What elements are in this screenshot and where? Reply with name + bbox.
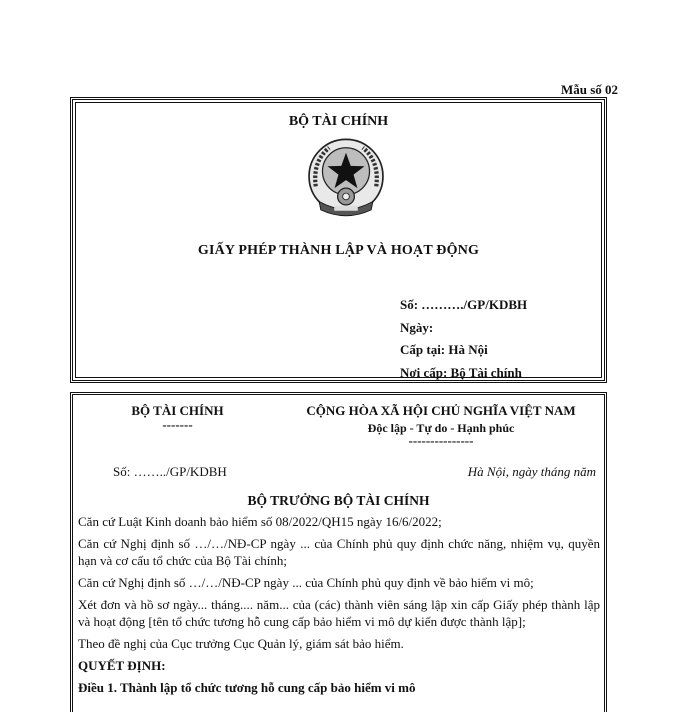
license-meta-block — [400, 294, 527, 384]
ministry-divider: ------- — [162, 417, 193, 432]
decision-box — [70, 392, 607, 712]
license-date: Ngày: — [400, 319, 434, 335]
license-issued-at: Cấp tại: Hà Nội — [400, 342, 488, 357]
national-motto: Độc lập - Tự do - Hạnh phúc — [367, 421, 515, 435]
legal-basis-paragraph: Căn cứ Nghị định số …/…/NĐ-CP ngày ... của Chính phủ quy định về bảo hiểm vi mô; — [78, 575, 534, 590]
decision-body — [78, 513, 600, 701]
form-number: Mẫu số 02 — [560, 82, 618, 97]
legal-basis-paragraph: Căn cứ Luật Kinh doanh bảo hiểm số 08/2022/QH15 ngày 16/6/2022; — [78, 514, 442, 529]
national-title-block — [285, 403, 597, 446]
license-issuer: Nơi cấp: Bộ Tài chính — [400, 364, 522, 380]
decision-number: Số: ……../GP/KDBH — [113, 464, 227, 479]
license-title: GIẤY PHÉP THÀNH LẬP VÀ HOẠT ĐỘNG — [197, 243, 480, 258]
decision-ministry: BỘ TÀI CHÍNH — [131, 403, 224, 418]
decision-ministry-block — [95, 403, 260, 431]
legal-basis-paragraph: Theo đề nghị của Cục trưởng Cục Quản lý, giám sát bảo hiểm. — [78, 636, 404, 651]
legal-basis-paragraph: Xét đơn và hồ sơ ngày... tháng.... năm... của (các) thành viên sáng lập xin cấp Giấy phép thành lập và hoạt động [tên tổ chức tương hỗ cung cấp bảo hiểm vi mô dự kiến được thành lập]; — [78, 597, 600, 629]
national-emblem-icon — [304, 136, 388, 220]
license-cover-box — [70, 97, 607, 383]
minister-heading: BỘ TRƯỞNG BỘ TÀI CHÍNH — [247, 493, 430, 508]
country-name: CỘNG HÒA XÃ HỘI CHỦ NGHĨA VIỆT NAM — [306, 403, 576, 418]
legal-basis-paragraph: Căn cứ Nghị định số …/…/NĐ-CP ngày ... của Chính phủ quy định chức năng, nhiệm vụ, quyền hạn và cơ cấu tổ chức của Bộ Tài chính; — [78, 536, 600, 568]
place-date: Hà Nội, ngày tháng năm — [467, 464, 596, 479]
decide-heading: QUYẾT ĐỊNH: — [78, 658, 166, 673]
article-1: Điều 1. Thành lập tổ chức tương hỗ cung cấp bảo hiểm vi mô — [78, 680, 416, 695]
license-number: Số: ………./GP/KDBH — [400, 297, 528, 312]
license-ministry-heading: BỘ TÀI CHÍNH — [288, 114, 389, 129]
motto-divider: --------------- — [408, 433, 474, 448]
